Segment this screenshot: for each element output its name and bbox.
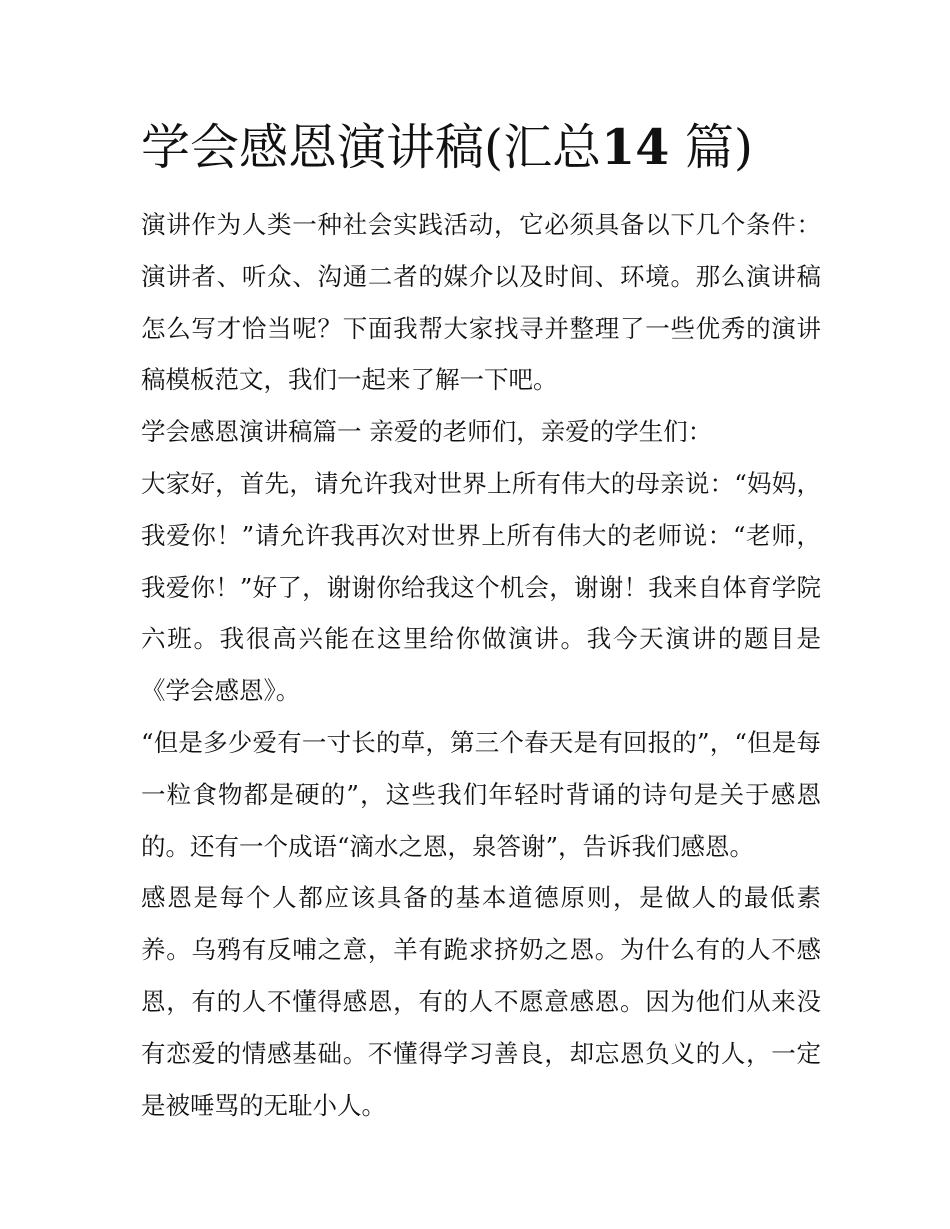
section-heading-paragraph: 学会感恩演讲稿篇一 亲爱的老师们，亲爱的学生们： [141,417,713,447]
title-suffix: 篇) [684,119,754,176]
poem-paragraph: “但是多少爱有一寸长的草，第三个春天是有回报的”，“但是每一粒食物都是硬的”，这些我们年轻时背诵的诗句是关于感恩的。还有一个成语“滴水之恩，泉答谢”，告诉我们感恩。 [141,727,821,861]
intro-paragraph: 演讲作为人类一种社会实践活动，它必须具备以下几个条件：演讲者、听众、沟通二者的媒介以及时间、环境。那么演讲稿怎么写才恰当呢？下面我帮大家找寻并整理了一些优秀的演讲稿模板范文，我们一起来了解一下吧。 [141,210,821,395]
document-body [141,112,821,1131]
greeting-paragraph: 大家好，首先，请允许我对世界上所有伟大的母亲说：“妈妈，我爱你！”请允许我再次对世界上所有伟大的老师说：“老师，我爱你！”好了，谢谢你给我这个机会，谢谢！我来自体育学院六班。我很高兴能在这里给你做演讲。我今天演讲的题目是《学会感恩》。 [141,468,821,706]
title-text: 学会感恩演讲稿(汇总 [141,119,602,176]
document-title [141,112,821,183]
title-number: 14 [601,118,670,176]
gratitude-paragraph: 感恩是每个人都应该具备的基本道德原则，是做人的最低素养。乌鸦有反哺之意，羊有跪求挤奶之恩。为什么有的人不感恩，有的人不懂得感恩，有的人不愿意感恩。因为他们从来没有恋爱的情感基础。不懂得学习善良，却忘恩负义的人，一定是被唾骂的无耻小人。 [141,883,821,1120]
